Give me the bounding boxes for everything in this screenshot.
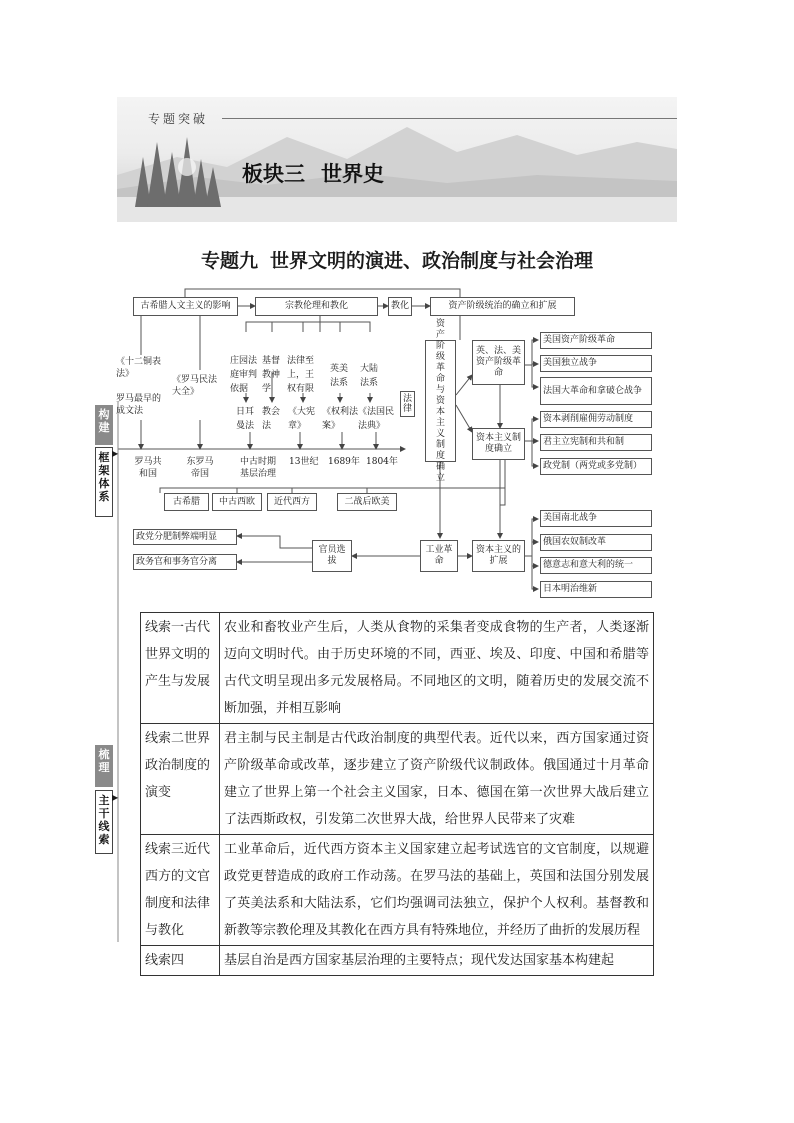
clue-content: 君主制与民主制是古代政治制度的典型代表。近代以来，西方国家通过资产阶级革命或改革，逐步建立了资产阶级代议制政体。俄国通过十月革命建立了世界上第一个社会主义国家，日本、德国在第一次世界大战后建立了法西斯政权，引发第二次世界大战，给世界人民带来了灾难 (220, 724, 654, 835)
law-box: 法律 (400, 391, 415, 417)
german-italian-unification: 德意志和意大利的统一 (540, 557, 652, 574)
comb-arrow-icon: ▶ (112, 793, 119, 802)
political-career-officials: 政务官和事务官分离 (133, 554, 237, 570)
greek-humanism-box: 古希腊人文主义的影响 (133, 297, 238, 316)
spoils-system: 政党分肥制弊端明显 (133, 529, 237, 545)
russian-serf-reform: 俄国农奴制改革 (540, 534, 652, 551)
germanic-law-text: 日耳 曼法 (236, 407, 255, 431)
timeline-1804: 1804年 (366, 457, 398, 467)
french-revolution: 法国大革命和拿破仑战争 (540, 377, 652, 405)
table-row (141, 613, 654, 724)
framework-tag: 框架体系 (95, 447, 113, 517)
earliest-law-text: 罗马最早的成文法 (116, 394, 162, 416)
table-row (141, 724, 654, 835)
christian-theology-text: 基督 教神 学 (262, 356, 281, 394)
page-title-part1: 专题九 (200, 250, 258, 272)
capitalism-expansion-box: 资本主义的扩展 (472, 540, 525, 572)
clue-title: 线索四 (141, 946, 220, 976)
industrial-revolution-box: 工业革命 (420, 540, 458, 572)
party-system: 政党制（两党或多党制） (540, 458, 652, 475)
banner-title-part1: 板块三 (242, 162, 305, 186)
build-arrow-icon: ▶ (112, 449, 119, 458)
capitalist-system-box: 资本主义制度确立 (472, 428, 525, 460)
us-independence-war: 美国独立战争 (540, 355, 652, 372)
wage-labor-system: 资本剥削雇佣劳动制度 (540, 411, 652, 428)
edification-box: 教化 (388, 297, 412, 316)
timeline-roman-republic: 罗马共和国 (134, 457, 162, 479)
era-ancient-greece: 古希腊 (164, 493, 209, 511)
banner-title-part2: 世界史 (321, 162, 384, 186)
continental-law-text: 大陆 法系 (360, 364, 379, 388)
clue-title: 线索三近代西方的文官制度和法律与教化 (141, 835, 220, 946)
page-title-part2: 世界文明的演进、政治制度与社会治理 (270, 250, 594, 272)
anglo-american-law-text: 英美 法系 (330, 364, 349, 388)
comb-tag: 梳理 (95, 745, 113, 787)
timeline-byzantine: 东罗马帝国 (186, 457, 214, 479)
american-civil-war: 美国南北战争 (540, 510, 652, 527)
era-medieval-europe: 中古西欧 (212, 493, 262, 511)
clue-content: 基层自治是西方国家基层治理的主要特点；现代发达国家基本构建起 (220, 946, 654, 976)
bourgeois-revolution-box: 资产阶级革命与资本主义制度确立 (425, 340, 456, 462)
clue-content: 工业革命后，近代西方资本主义国家建立起考试选官的文官制度，以规避政党更替造成的政府工作动荡。在罗马法的基础上，英国和法国分别发展了英美法系和大陆法系，它们均强调司法独立，保护个人权利。基督教和新教等宗教伦理及其教化在西方具有特殊地位，并经历了曲折的发展历程 (220, 835, 654, 946)
banner-label: 专题突破 (148, 112, 209, 126)
religion-box: 宗教伦理和教化 (255, 297, 378, 316)
bill-of-rights-text: 《权利法案》 (322, 407, 359, 431)
manor-law-text: 庄园法 庭审判 依据 (230, 356, 258, 394)
table-row (141, 835, 654, 946)
bourgeois-rule-box: 资产阶级统治的确立和扩展 (430, 297, 575, 316)
monarchy-republic: 君主立宪制和共和制 (540, 434, 652, 451)
magna-carta-text: 《大宪 章》 (288, 407, 316, 431)
timeline-1689: 1689年 (328, 457, 360, 467)
canon-law-text: 教会 法 (262, 407, 281, 431)
clue-title: 线索二世界政治制度的演变 (141, 724, 220, 835)
main-clues-tag: 主干线索 (95, 790, 113, 854)
official-selection-box: 官员选拔 (312, 540, 352, 572)
meiji-restoration: 日本明治维新 (540, 581, 652, 598)
napoleonic-code-text: 《法国民法典》 (358, 407, 395, 431)
twelve-tables-text: 《十二铜表法》 (116, 357, 162, 379)
clue-title: 线索一古代世界文明的产生与发展 (141, 613, 220, 724)
clue-content: 农业和畜牧业产生后，人类从食物的采集者变成食物的生产者，人类逐渐迈向文明时代。由于历史环境的不同，西亚、埃及、印度、中国和希腊等古代文明呈现出多元发展格局。不同地区的文明，随着历史的发展交流不断加强，并相互影响 (220, 613, 654, 724)
clue-table (140, 612, 654, 976)
build-tag: 构建 (95, 405, 113, 445)
corpus-juris-text: 《罗马民法大全》 (172, 375, 218, 397)
timeline-13th-century: 13世纪 (289, 457, 319, 467)
revolution-box: 英、法、美资产阶级革命 (472, 340, 525, 385)
era-postwar: 二战后欧美 (337, 493, 397, 511)
table-row (141, 946, 654, 976)
timeline-medieval: 中古时期基层治理 (240, 457, 277, 479)
rule-of-law-text: 法律至 上，王 权有限 (287, 356, 315, 394)
era-modern-west: 近代西方 (267, 493, 317, 511)
us-bourgeois-revolution: 美国资产阶级革命 (540, 332, 652, 349)
